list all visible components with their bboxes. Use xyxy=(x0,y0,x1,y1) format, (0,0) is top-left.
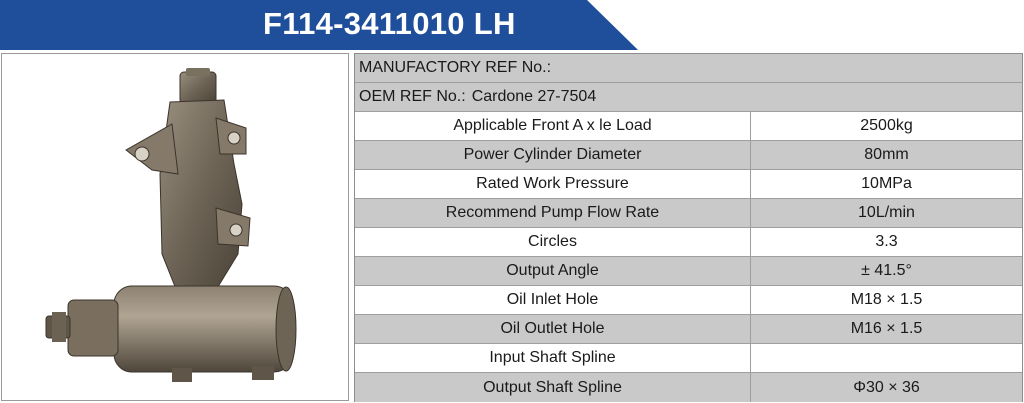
spec-row xyxy=(355,141,1022,170)
spec-row xyxy=(355,199,1022,228)
spec-label: Recommend Pump Flow Rate xyxy=(355,199,751,227)
page-title: F114-3411010 LH xyxy=(263,6,516,41)
spec-row xyxy=(355,286,1022,315)
spec-value: 2500kg xyxy=(860,117,913,134)
spec-label: Rated Work Pressure xyxy=(355,170,751,198)
spec-value: Φ30 × 36 xyxy=(853,378,920,396)
spec-value xyxy=(751,344,1022,372)
oem-ref-label: OEM REF No.: xyxy=(359,88,466,105)
spec-label: Oil Inlet Hole xyxy=(355,286,751,314)
spec-value: 80mm xyxy=(864,146,909,163)
spec-label: Power Cylinder Diameter xyxy=(355,141,751,169)
spec-value: 10MPa xyxy=(861,175,912,192)
spec-row xyxy=(355,228,1022,257)
spec-label: Output Shaft Spline xyxy=(355,373,751,402)
spec-value: 3.3 xyxy=(875,233,898,250)
spec-value: M18 × 1.5 xyxy=(850,291,923,308)
spec-label: Output Angle xyxy=(355,257,751,285)
spec-label: Circles xyxy=(355,228,751,256)
manufactory-ref-label: MANUFACTORY REF No.: xyxy=(359,59,552,76)
spec-value: 10L/min xyxy=(858,204,915,221)
spec-label: Oil Outlet Hole xyxy=(355,315,751,343)
product-image xyxy=(1,53,349,401)
spec-row xyxy=(355,170,1022,199)
spec-value: M16 × 1.5 xyxy=(850,320,923,337)
spec-row xyxy=(355,315,1022,344)
steering-gear-box-icon xyxy=(2,54,348,400)
spec-row xyxy=(355,373,1022,402)
spec-row xyxy=(355,344,1022,373)
spec-row xyxy=(355,112,1022,141)
spec-value: ± 41.5° xyxy=(861,262,912,279)
oem-ref-row xyxy=(355,83,1022,112)
spec-row xyxy=(355,257,1022,286)
spec-table xyxy=(354,53,1023,402)
manufactory-ref-row xyxy=(355,54,1022,83)
oem-ref-value: Cardone 27-7504 xyxy=(471,88,597,105)
spec-label: Applicable Front A x le Load xyxy=(355,112,751,140)
spec-label: Input Shaft Spline xyxy=(355,344,751,372)
